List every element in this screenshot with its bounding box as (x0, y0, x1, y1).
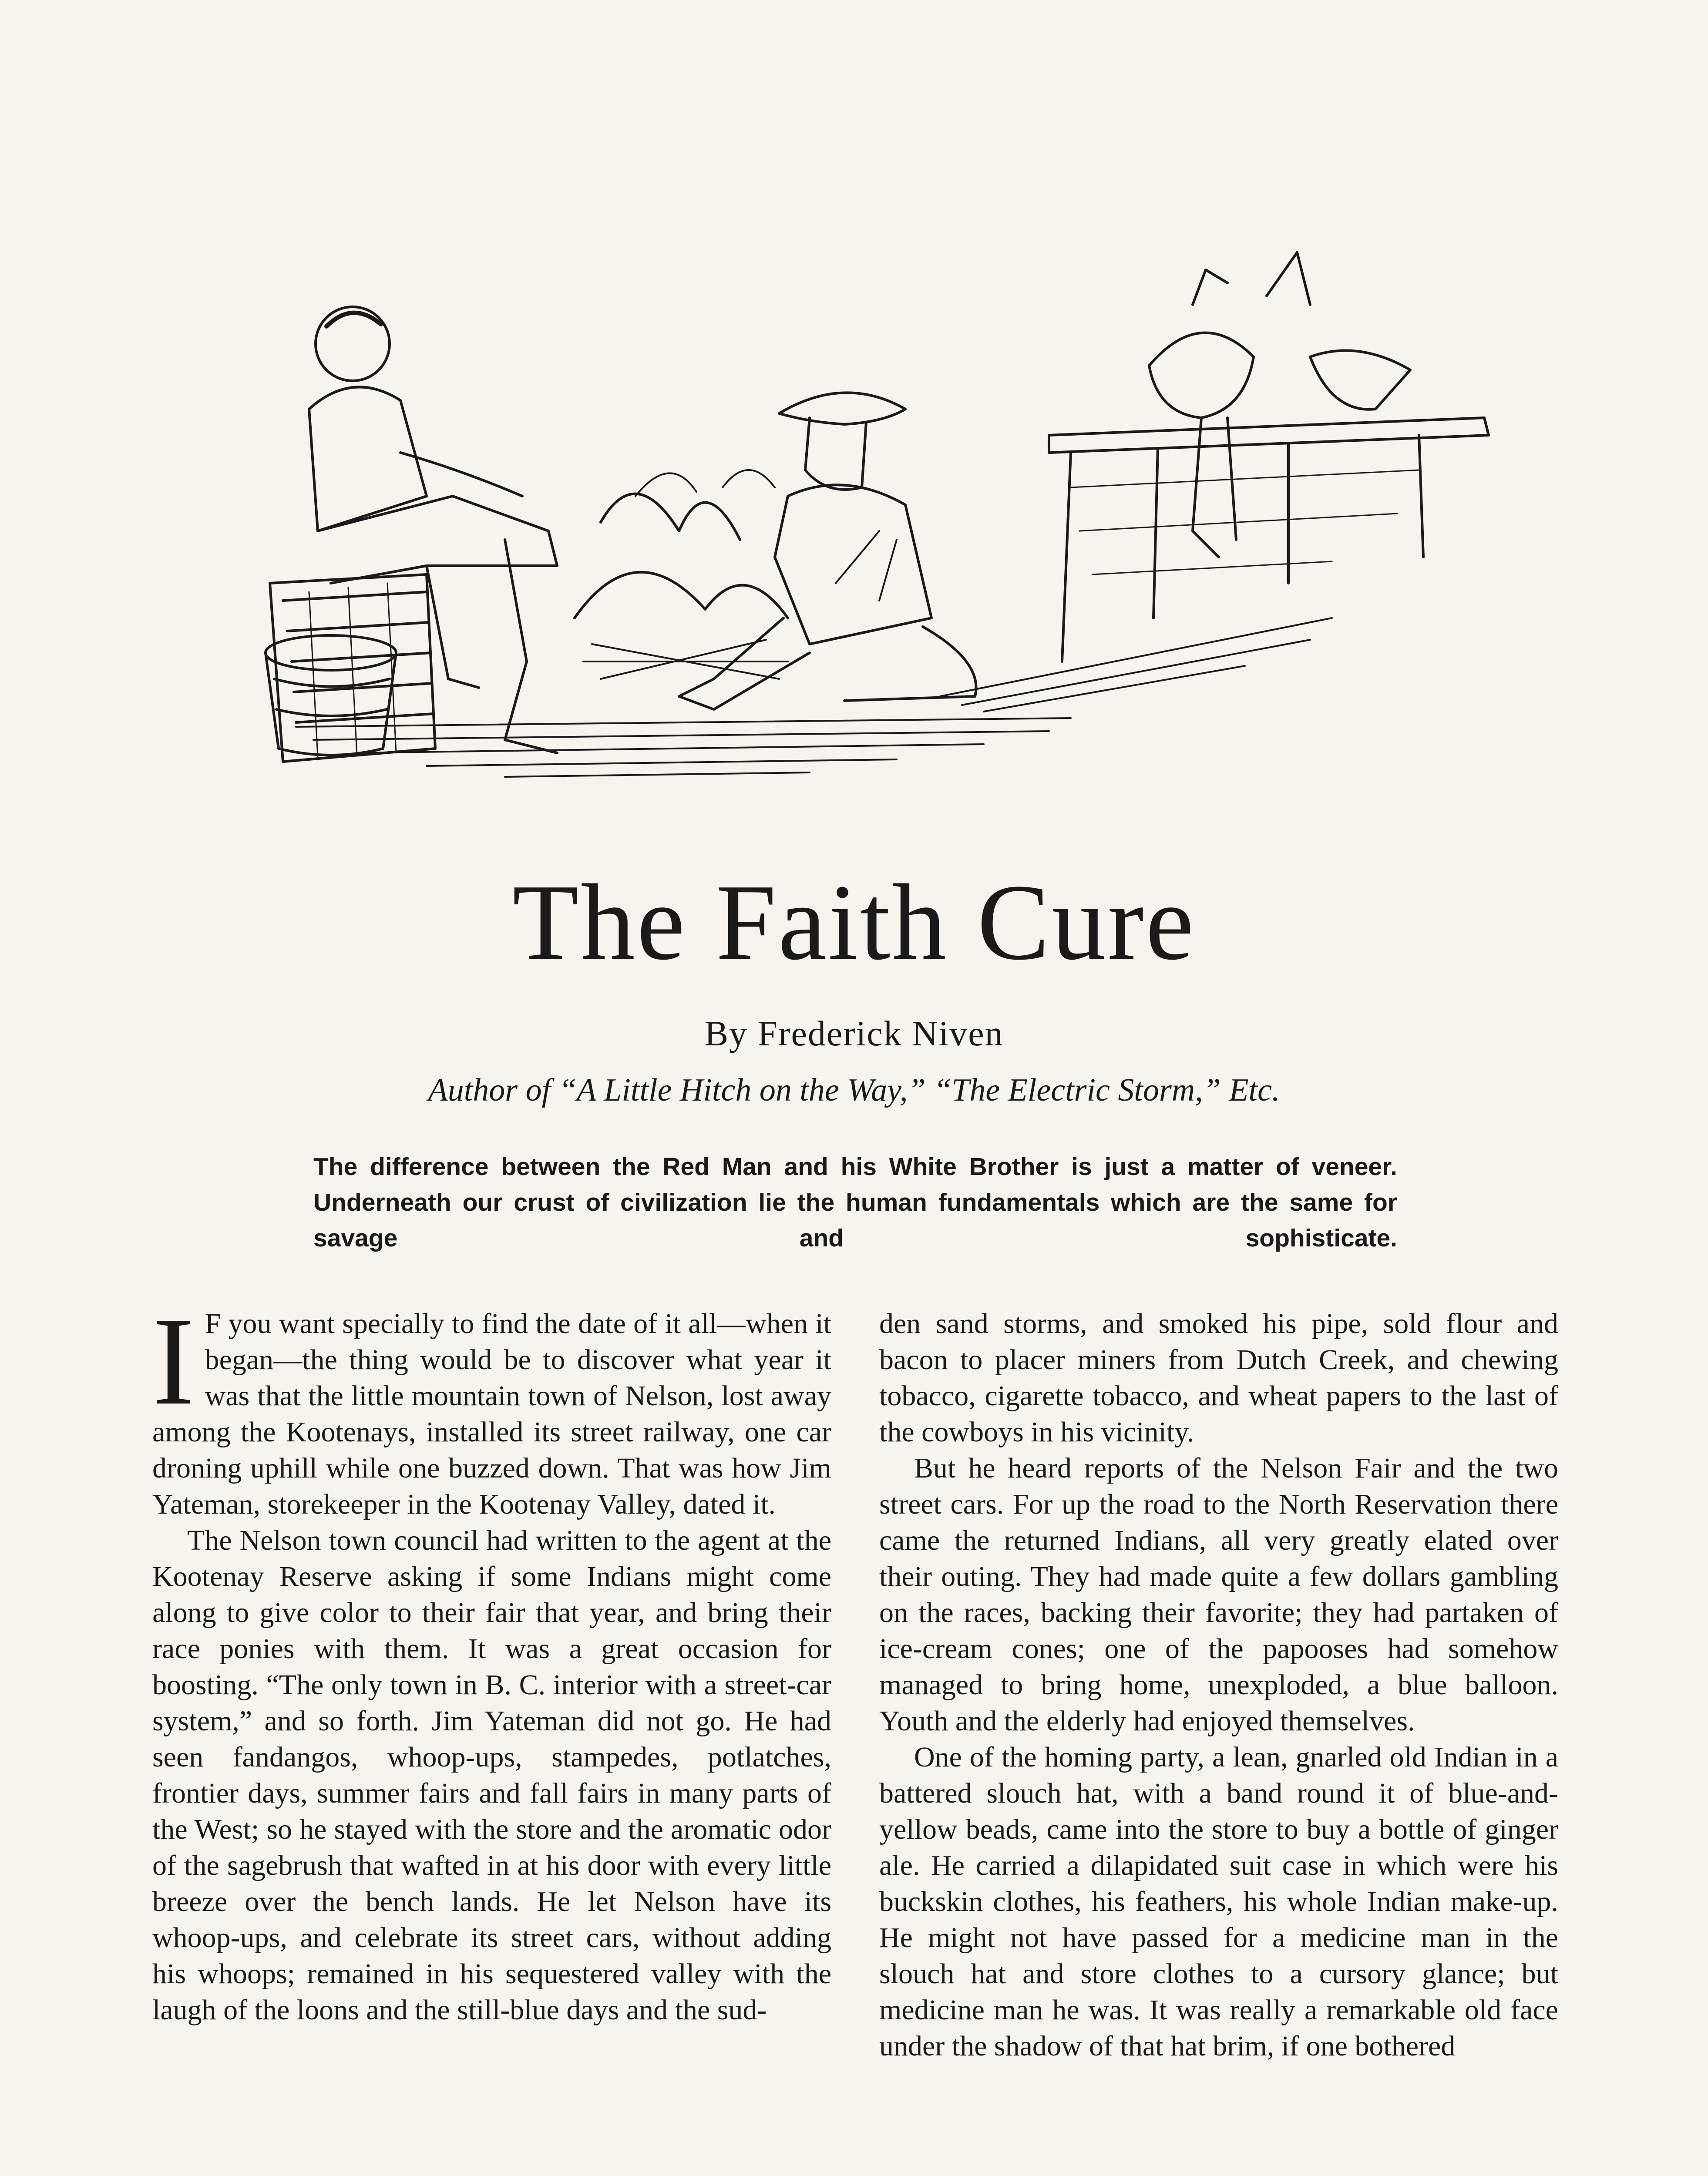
paragraph: One of the homing party, a lean, gnarled old Indian in a battered slouch hat, with a band round it of blue-and-yellow beads, came into the store to buy a bottle of ginger ale. He carried a dilapidated suit case in which were his buckskin clothes, his feathers, his whole Indian make-up. He might not have passed for a medicine man in the slouch hat and store clothes to a cursory glance; but medicine man he was. It was really a remarkable old face under the shadow of that hat brim, if one bothered (879, 1741, 1558, 2062)
story-blurb: The difference between the Red Man and his White Brother is just a matter of veneer. Underneath our crust of civilization lie the human fundamentals which are the same for savage and sophisticate. (313, 1153, 1397, 1252)
bucket-drawing (266, 635, 396, 755)
story-title: The Faith Cure (512, 862, 1196, 983)
author-work-1: “A Little Hitch on the Way,” (558, 1072, 926, 1108)
paragraph: den sand storms, and smoked his pipe, sold flour and bacon to placer miners from Dutch Creek, and chewing tobacco, cigarette tobacco, and wheat papers to the last of the cowboys in his vicinity. (879, 1308, 1558, 1448)
paragraph: But he heard reports of the Nelson Fair and the two street cars. For up the road to the North Reservation there came the returned Indians, all very greatly elated over their outing. They had made quite a few dollars gambling on the races, backing their favorite; they had partaken of ice-cream cones; one of the papooses had somehow managed to bring home, unexploded, a blue balloon. Youth and the elderly had enjoyed themselves. (879, 1452, 1558, 1737)
byline: By Frederick Niven (704, 1014, 1004, 1053)
drop-cap: I (152, 1291, 195, 1431)
paragraph: The Nelson town council had written to the agent at the Kootenay Reserve asking if some Indians might come along to give color to their fair that year, and bring their race ponies with them. It was a great occasion for boosting. “The only town in B. C. interior with a street-car system,” and so forth. Jim Yateman did not go. He had seen fandangos, whoop-ups, stampedes, potlatches, frontier days, summer fairs and fall fairs in many parts of the West; so he stayed with the store and the aromatic odor of the sagebrush that wafted in at his door with every little breeze over the bench lands. He let Nelson have its whoop-ups, and celebrate its street cars, without adding his whoops; remained in his sequestered valley with the laugh of the loons and the still-blue days and the sud- (152, 1525, 831, 2026)
story-illustration (244, 226, 1506, 827)
text-column-right (879, 1306, 1558, 2064)
author-work-etc: Etc. (1229, 1072, 1280, 1108)
saddle-gear-drawing (1049, 252, 1489, 662)
author-work-2: “The Electric Storm,” (934, 1072, 1221, 1108)
author-credits (0, 1068, 1708, 1112)
campfire-drawing (575, 470, 788, 679)
author-of-prefix: Author of (428, 1072, 551, 1108)
paragraph (152, 1291, 831, 1522)
paragraph-text: F you want specially to find the date of it all—when it began—the thing would be to discover what year it was that the little mountain town of Nelson, lost away among the Kootenays, installed its street railway, one car droning uphill while one buzzed down. That was how Jim Yateman, storekeeper in the Kootenay Valley, dated it. (152, 1308, 831, 1520)
text-column-left (152, 1291, 831, 2028)
ground-hatching (296, 618, 1332, 777)
